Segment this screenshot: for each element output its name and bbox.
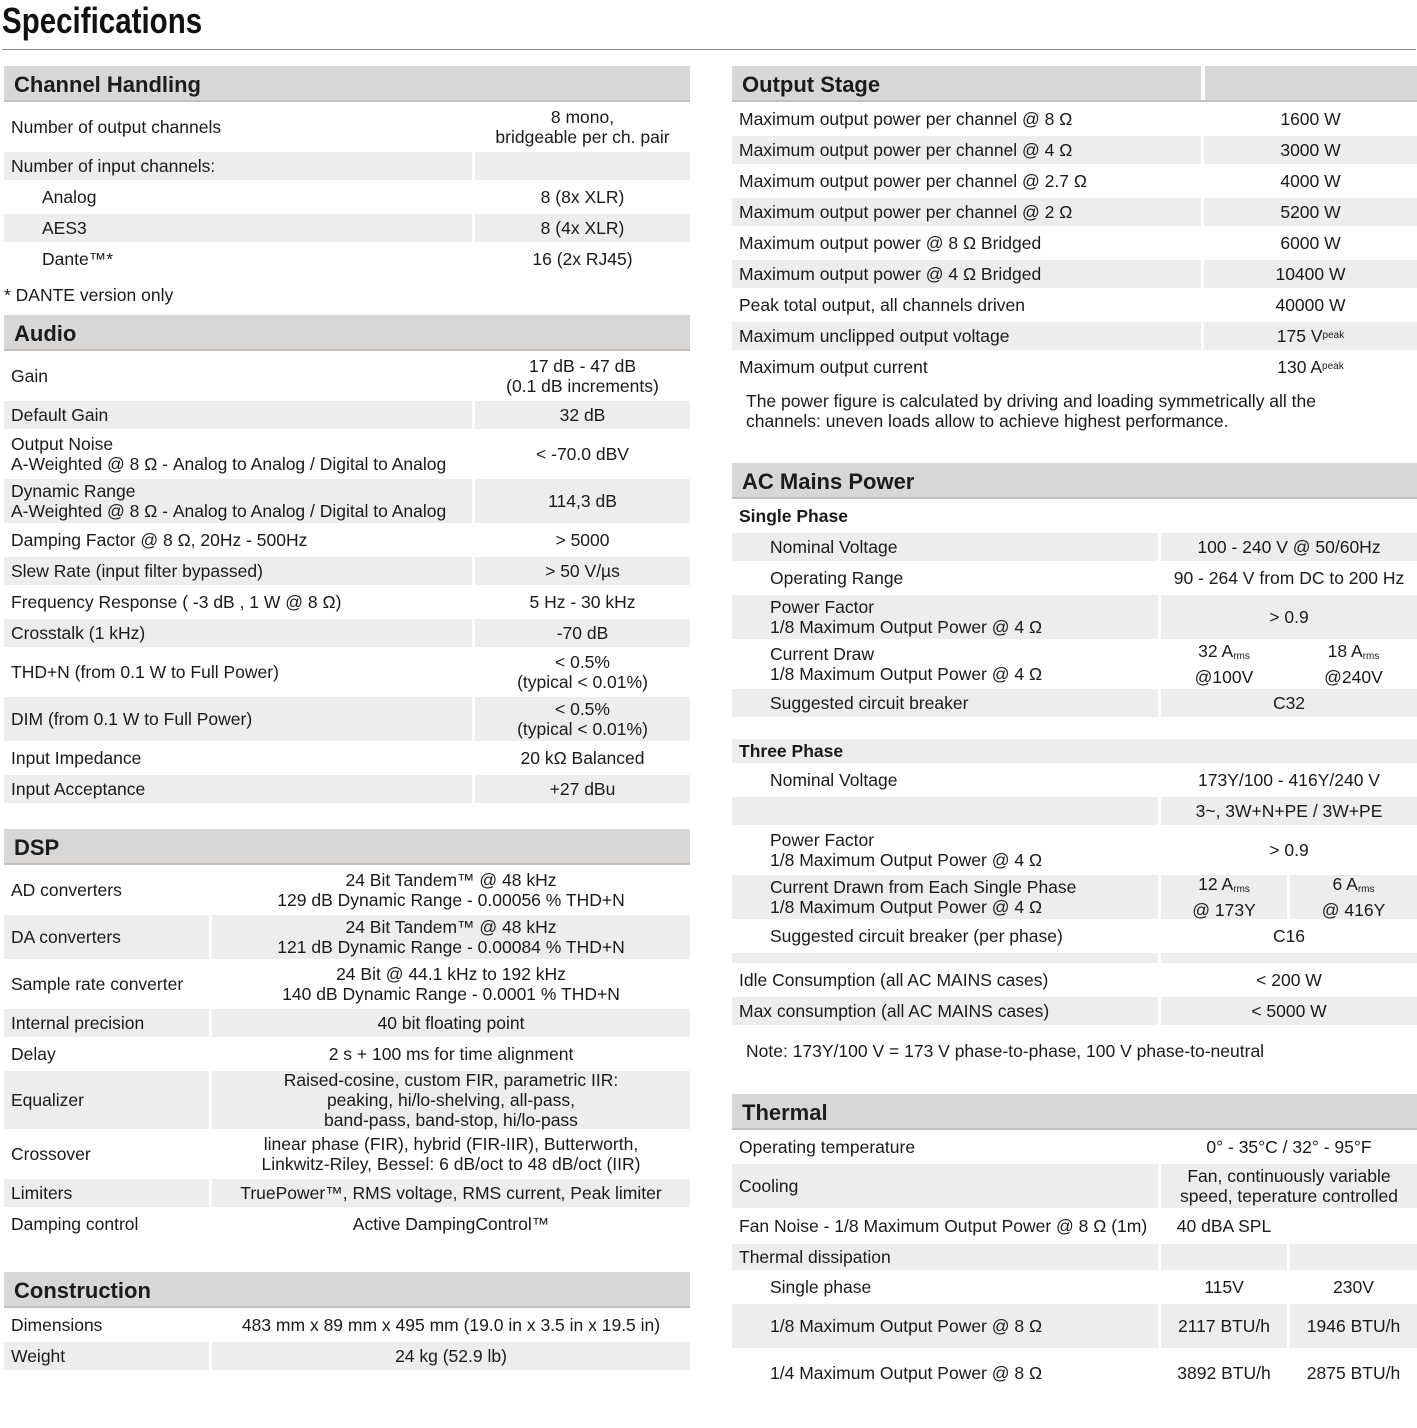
- row-label: 1/4 Maximum Output Power @ 8 Ω: [770, 1363, 1043, 1383]
- row-value: [1204, 322, 1417, 350]
- row-value-empty: [1290, 1244, 1417, 1270]
- row-label: Weight: [4, 1342, 209, 1370]
- row-value: 3000 W: [1204, 136, 1417, 164]
- current-number: 6 A: [1332, 874, 1358, 894]
- dissipation-eighth-row: [732, 1304, 1417, 1348]
- unit-subscript: rms: [1233, 884, 1250, 895]
- row-label: Input Impedance: [11, 748, 142, 768]
- row-value: [1204, 353, 1417, 381]
- row-value: 24 Bit Tandem™ @ 48 kHz 129 dB Dynamic Range - 0.00056 % THD+N: [277, 870, 625, 910]
- row-value: 2 s + 100 ms for time alignment: [328, 1044, 574, 1064]
- row-value: 3892 BTU/h: [1177, 1363, 1271, 1383]
- channel-rows: [4, 105, 690, 273]
- spec-row: [732, 260, 1417, 288]
- row-label: Power Factor 1/8 Maximum Output Power @ 4 Ω: [732, 595, 1158, 639]
- spec-row: [732, 766, 1417, 794]
- row-label: Damping Factor @ 8 Ω, 20Hz - 500Hz: [11, 530, 308, 550]
- row-label: Current Draw 1/8 Maximum Output Power @ 4 Ω: [770, 644, 1043, 684]
- row-value: 2875 BTU/h: [1306, 1363, 1401, 1383]
- spec-row: [732, 229, 1417, 257]
- section-title: Thermal: [742, 1100, 828, 1125]
- spacer-cell: [1161, 953, 1417, 963]
- row-value: 24 Bit @ 44.1 kHz to 192 kHz 140 dB Dynamic Range - 0.0001 % THD+N: [282, 964, 620, 1004]
- row-value: 483 mm x 89 mm x 495 mm (19.0 in x 3.5 in x 19.5 in): [241, 1315, 661, 1335]
- row-value: 40000 W: [1275, 295, 1346, 315]
- spec-row: [4, 697, 690, 741]
- row-label: Maximum output current: [739, 357, 928, 377]
- spec-row: [4, 245, 690, 273]
- row-value: > 0.9: [1269, 840, 1309, 860]
- row-value: 90 - 264 V from DC to 200 Hz: [1173, 568, 1405, 588]
- dsp-rows: [4, 868, 690, 1238]
- row-label: Dimensions: [11, 1315, 103, 1335]
- row-value: 8 (8x XLR): [540, 187, 625, 207]
- row-label: AD converters: [11, 880, 122, 900]
- current-value: [1333, 874, 1375, 900]
- spec-row: [732, 875, 1417, 919]
- row-label: [732, 797, 1158, 825]
- row-label: AES3: [4, 214, 472, 242]
- row-label: Damping control: [11, 1214, 139, 1234]
- row-label: Maximum output power @ 4 Ω Bridged: [732, 260, 1201, 288]
- spec-row: [732, 353, 1417, 381]
- row-label: Single phase: [770, 1277, 872, 1297]
- spec-row: [732, 198, 1417, 226]
- spec-row: [732, 828, 1417, 872]
- dsp-section: [4, 829, 690, 1238]
- spec-row: [4, 775, 690, 803]
- spec-row: [4, 962, 690, 1006]
- row-value: Raised-cosine, custom FIR, parametric IIR: peaking, hi/lo-shelving, all-pass, band-pass, band-stop, hi/lo-pass: [212, 1071, 690, 1129]
- spacer-row: [732, 953, 1417, 963]
- row-value: 17 dB - 47 dB (0.1 dB increments): [506, 356, 659, 396]
- single-phase-rows: [732, 533, 1417, 717]
- row-value: 4000 W: [1280, 171, 1341, 191]
- row-value: 114,3 dB: [475, 479, 690, 523]
- row-label: Nominal Voltage: [770, 770, 898, 790]
- three-phase-rows: [732, 766, 1417, 950]
- single-phase-heading: [732, 502, 1417, 530]
- voltage-ref: @100V: [1194, 667, 1254, 687]
- row-value: Active DampingControl™: [352, 1214, 550, 1234]
- row-value: < 5000 W: [1161, 997, 1417, 1025]
- row-value: 5 Hz - 30 kHz: [529, 592, 636, 612]
- ac-mains-section: [732, 463, 1417, 1061]
- section-header-value-cell: [1201, 66, 1417, 100]
- section-title: AC Mains Power: [742, 469, 915, 494]
- spec-row: [732, 167, 1417, 195]
- single-phase-voltage-row: [732, 1273, 1417, 1301]
- row-label: Slew Rate (input filter bypassed): [4, 557, 472, 585]
- section-title: Channel Handling: [14, 72, 201, 97]
- voltage-ref: @ 416Y: [1321, 900, 1386, 920]
- row-value: C32: [1161, 689, 1417, 717]
- row-label: Thermal dissipation: [732, 1244, 1158, 1270]
- row-value: 8 (4x XLR): [475, 214, 690, 242]
- voltage-note: Note: 173Y/100 V = 173 V phase-to-phase, 100 V phase-to-neutral: [746, 1041, 1265, 1061]
- row-value: 20 kΩ Balanced: [520, 748, 645, 768]
- channel-handling-section: [4, 66, 690, 305]
- section-header: [732, 463, 1417, 499]
- value-number: 130 A: [1277, 357, 1323, 377]
- row-label: Default Gain: [4, 401, 472, 429]
- row-label: Current Drawn from Each Single Phase 1/8 Maximum Output Power @ 4 Ω: [732, 875, 1158, 919]
- row-value: 115V: [1204, 1277, 1244, 1297]
- row-label: Number of output channels: [11, 117, 222, 137]
- row-label: Crosstalk (1 kHz): [4, 619, 472, 647]
- spec-row: [4, 105, 690, 149]
- row-label: Crossover: [11, 1144, 91, 1164]
- row-value: [1290, 642, 1417, 686]
- spec-row: [732, 291, 1417, 319]
- dissipation-quarter-row: [732, 1351, 1417, 1395]
- unit-subscript: rms: [1357, 884, 1375, 895]
- spec-row: [732, 797, 1417, 825]
- row-value-empty: [1161, 1244, 1287, 1270]
- page-title: Specifications: [2, 0, 203, 41]
- spec-row: [4, 479, 690, 523]
- row-value: 2117 BTU/h: [1161, 1304, 1287, 1348]
- row-label: Gain: [11, 366, 48, 386]
- spec-row: [4, 354, 690, 398]
- dante-footnote: * DANTE version only: [4, 285, 174, 305]
- row-value: +27 dBu: [475, 775, 690, 803]
- row-value: 1946 BTU/h: [1290, 1304, 1417, 1348]
- row-value: 40 bit floating point: [212, 1009, 690, 1037]
- spec-row: [4, 1210, 690, 1238]
- row-value: 24 Bit Tandem™ @ 48 kHz 121 dB Dynamic Range - 0.00084 % THD+N: [212, 915, 690, 959]
- spec-row: [4, 1040, 690, 1068]
- output-rows: [732, 105, 1417, 381]
- construction-rows: [4, 1311, 690, 1370]
- idle-row: [732, 966, 1417, 994]
- spec-row: [732, 105, 1417, 133]
- row-label: 1/8 Maximum Output Power @ 8 Ω: [732, 1304, 1158, 1348]
- unit-subscript: peak: [1322, 361, 1344, 372]
- row-value: 32 dB: [475, 401, 690, 429]
- unit-subscript: peak: [1322, 330, 1345, 341]
- section-title: DSP: [14, 835, 60, 860]
- row-label: Maximum output power per channel @ 4 Ω: [732, 136, 1201, 164]
- row-label: Fan Noise - 1/8 Maximum Output Power @ 8 Ω (1m): [739, 1216, 1148, 1236]
- section-header: [732, 1094, 1417, 1130]
- row-label: Sample rate converter: [11, 974, 184, 994]
- right-column: [732, 66, 1417, 1395]
- row-label: Output Noise A-Weighted @ 8 Ω - Analog to Analog / Digital to Analog: [11, 434, 447, 474]
- unit-subscript: rms: [1362, 651, 1380, 662]
- row-label: Operating temperature: [739, 1137, 916, 1157]
- row-label: Suggested circuit breaker (per phase): [770, 926, 1063, 946]
- spec-row: [732, 642, 1417, 686]
- power-note: The power figure is calculated by driving and loading symmetrically all the channels: uneven loads allow to achieve highest performance.: [746, 391, 1316, 431]
- row-label: Dynamic Range A-Weighted @ 8 Ω - Analog to Analog / Digital to Analog: [4, 479, 472, 523]
- spec-row: [4, 557, 690, 585]
- spec-row: [4, 432, 690, 476]
- spec-row: [4, 1071, 690, 1129]
- row-label: Max consumption (all AC MAINS cases): [732, 997, 1158, 1025]
- row-label: Power Factor 1/8 Maximum Output Power @ 4 Ω: [770, 830, 1043, 870]
- row-value: 100 - 240 V @ 50/60Hz: [1161, 533, 1417, 561]
- row-label: Number of input channels:: [4, 152, 472, 180]
- current-value: [1328, 641, 1380, 667]
- current-value: [1198, 641, 1250, 667]
- spec-row: [732, 533, 1417, 561]
- row-value: 173Y/100 - 416Y/240 V: [1198, 770, 1380, 790]
- row-value: 40 dBA SPL: [1176, 1216, 1272, 1236]
- row-label: Delay: [11, 1044, 56, 1064]
- row-value: 8 mono, bridgeable per ch. pair: [495, 107, 670, 147]
- operating-temp-row: [732, 1133, 1417, 1161]
- row-label: Maximum output power per channel @ 2.7 Ω: [739, 171, 1087, 191]
- row-value: 230V: [1333, 1277, 1374, 1297]
- section-title: Output Stage: [742, 72, 881, 97]
- row-value: [1161, 875, 1287, 919]
- row-label: Maximum output power per channel @ 2 Ω: [732, 198, 1201, 226]
- spec-row: [4, 526, 690, 554]
- row-label: Input Acceptance: [4, 775, 472, 803]
- row-value: < -70.0 dBV: [536, 444, 629, 464]
- current-number: 18 A: [1327, 641, 1363, 661]
- spec-row: [4, 868, 690, 912]
- row-value: < 0.5% (typical < 0.01%): [475, 697, 690, 741]
- construction-section: [4, 1272, 690, 1370]
- row-value: 24 kg (52.9 lb): [212, 1342, 690, 1370]
- voltage-ref: @240V: [1324, 667, 1383, 687]
- spec-row: [4, 214, 690, 242]
- row-value: > 50 V/µs: [475, 557, 690, 585]
- row-value: TruePower™, RMS voltage, RMS current, Peak limiter: [212, 1179, 690, 1207]
- row-value: Fan, continuously variable speed, teperature controlled: [1161, 1164, 1417, 1208]
- row-label: THD+N (from 0.1 W to Full Power): [11, 662, 279, 682]
- title-divider: [2, 49, 1416, 50]
- max-row: [732, 997, 1417, 1025]
- row-value: [475, 152, 690, 180]
- section-header: [4, 66, 690, 102]
- spec-row: [732, 322, 1417, 350]
- row-label: Analog: [42, 187, 97, 207]
- row-label: Suggested circuit breaker: [732, 689, 1158, 717]
- row-value-empty: [1290, 1211, 1417, 1241]
- row-value: 3~, 3W+N+PE / 3W+PE: [1161, 797, 1417, 825]
- thermal-dissipation-row: [732, 1244, 1417, 1270]
- spec-row: [4, 744, 690, 772]
- spec-row: [732, 136, 1417, 164]
- row-label: Equalizer: [4, 1071, 209, 1129]
- row-label: Frequency Response ( -3 dB , 1 W @ 8 Ω): [11, 592, 342, 612]
- voltage-ref: @ 173Y: [1192, 900, 1256, 920]
- left-column: [4, 66, 690, 1370]
- spec-row: [4, 183, 690, 211]
- audio-rows: [4, 354, 690, 803]
- spec-row: [4, 1009, 690, 1037]
- row-label: Maximum output power @ 8 Ω Bridged: [739, 233, 1042, 253]
- row-value: > 0.9: [1161, 595, 1417, 639]
- spec-row: [4, 1179, 690, 1207]
- row-value: 1600 W: [1280, 109, 1341, 129]
- spec-row: [4, 152, 690, 180]
- row-label: DA converters: [4, 915, 209, 959]
- row-value: linear phase (FIR), hybrid (FIR-IIR), Butterworth, Linkwitz-Riley, Bessel: 6 dB/oct to 48 dB/oct (IIR): [261, 1134, 641, 1174]
- current-number: 32 A: [1198, 641, 1234, 661]
- row-label: DIM (from 0.1 W to Full Power): [4, 697, 472, 741]
- value-number: 175 V: [1276, 326, 1323, 346]
- row-label: Maximum unclipped output voltage: [732, 322, 1201, 350]
- spec-row: [732, 922, 1417, 950]
- row-value: [1161, 642, 1287, 686]
- three-phase-heading: [732, 739, 1417, 763]
- row-value: < 0.5% (typical < 0.01%): [517, 652, 648, 692]
- spec-row: [4, 650, 690, 694]
- cooling-row: [732, 1164, 1417, 1208]
- spec-row: [732, 689, 1417, 717]
- section-header: [4, 315, 690, 351]
- row-value: [1290, 875, 1417, 919]
- row-value: 16 (2x RJ45): [532, 249, 633, 269]
- spec-row: [4, 1342, 690, 1370]
- spec-row: [4, 1311, 690, 1339]
- row-label: Operating Range: [770, 568, 904, 588]
- row-value: > 5000: [555, 530, 610, 550]
- thermal-section: [732, 1094, 1417, 1395]
- current-number: 12 A: [1198, 874, 1234, 894]
- output-stage-section: [732, 66, 1417, 431]
- row-label: Maximum output power per channel @ 8 Ω: [739, 109, 1073, 129]
- spec-row: [732, 595, 1417, 639]
- row-label: Dante™*: [42, 249, 114, 269]
- row-value: < 200 W: [1256, 970, 1322, 990]
- row-label: Cooling: [732, 1164, 1158, 1208]
- subheading: Single Phase: [739, 506, 848, 526]
- audio-section: [4, 315, 690, 803]
- spec-row: [4, 1132, 690, 1176]
- row-value: 10400 W: [1204, 260, 1417, 288]
- subheading: Three Phase: [732, 739, 1417, 763]
- section-title: Construction: [14, 1278, 151, 1303]
- spec-row: [4, 401, 690, 429]
- row-label: Internal precision: [4, 1009, 209, 1037]
- fan-noise-row: [732, 1211, 1417, 1241]
- spec-row: [732, 564, 1417, 592]
- row-label: Nominal Voltage: [732, 533, 1158, 561]
- row-label: Idle Consumption (all AC MAINS cases): [739, 970, 1049, 990]
- spec-row: [4, 619, 690, 647]
- row-label: Limiters: [4, 1179, 209, 1207]
- row-value: C16: [1272, 926, 1306, 946]
- unit-subscript: rms: [1233, 651, 1250, 662]
- row-value: 0° - 35°C / 32° - 95°F: [1206, 1137, 1372, 1157]
- section-title: Audio: [14, 321, 77, 346]
- row-value: 6000 W: [1280, 233, 1341, 253]
- row-value: 5200 W: [1204, 198, 1417, 226]
- section-header: [732, 66, 1417, 102]
- spacer-cell: [732, 953, 1158, 963]
- current-value: [1198, 874, 1250, 900]
- section-header: [4, 1272, 690, 1308]
- spec-row: [4, 915, 690, 959]
- row-label: Peak total output, all channels driven: [739, 295, 1026, 315]
- section-header: [4, 829, 690, 865]
- spec-row: [4, 588, 690, 616]
- row-value: -70 dB: [475, 619, 690, 647]
